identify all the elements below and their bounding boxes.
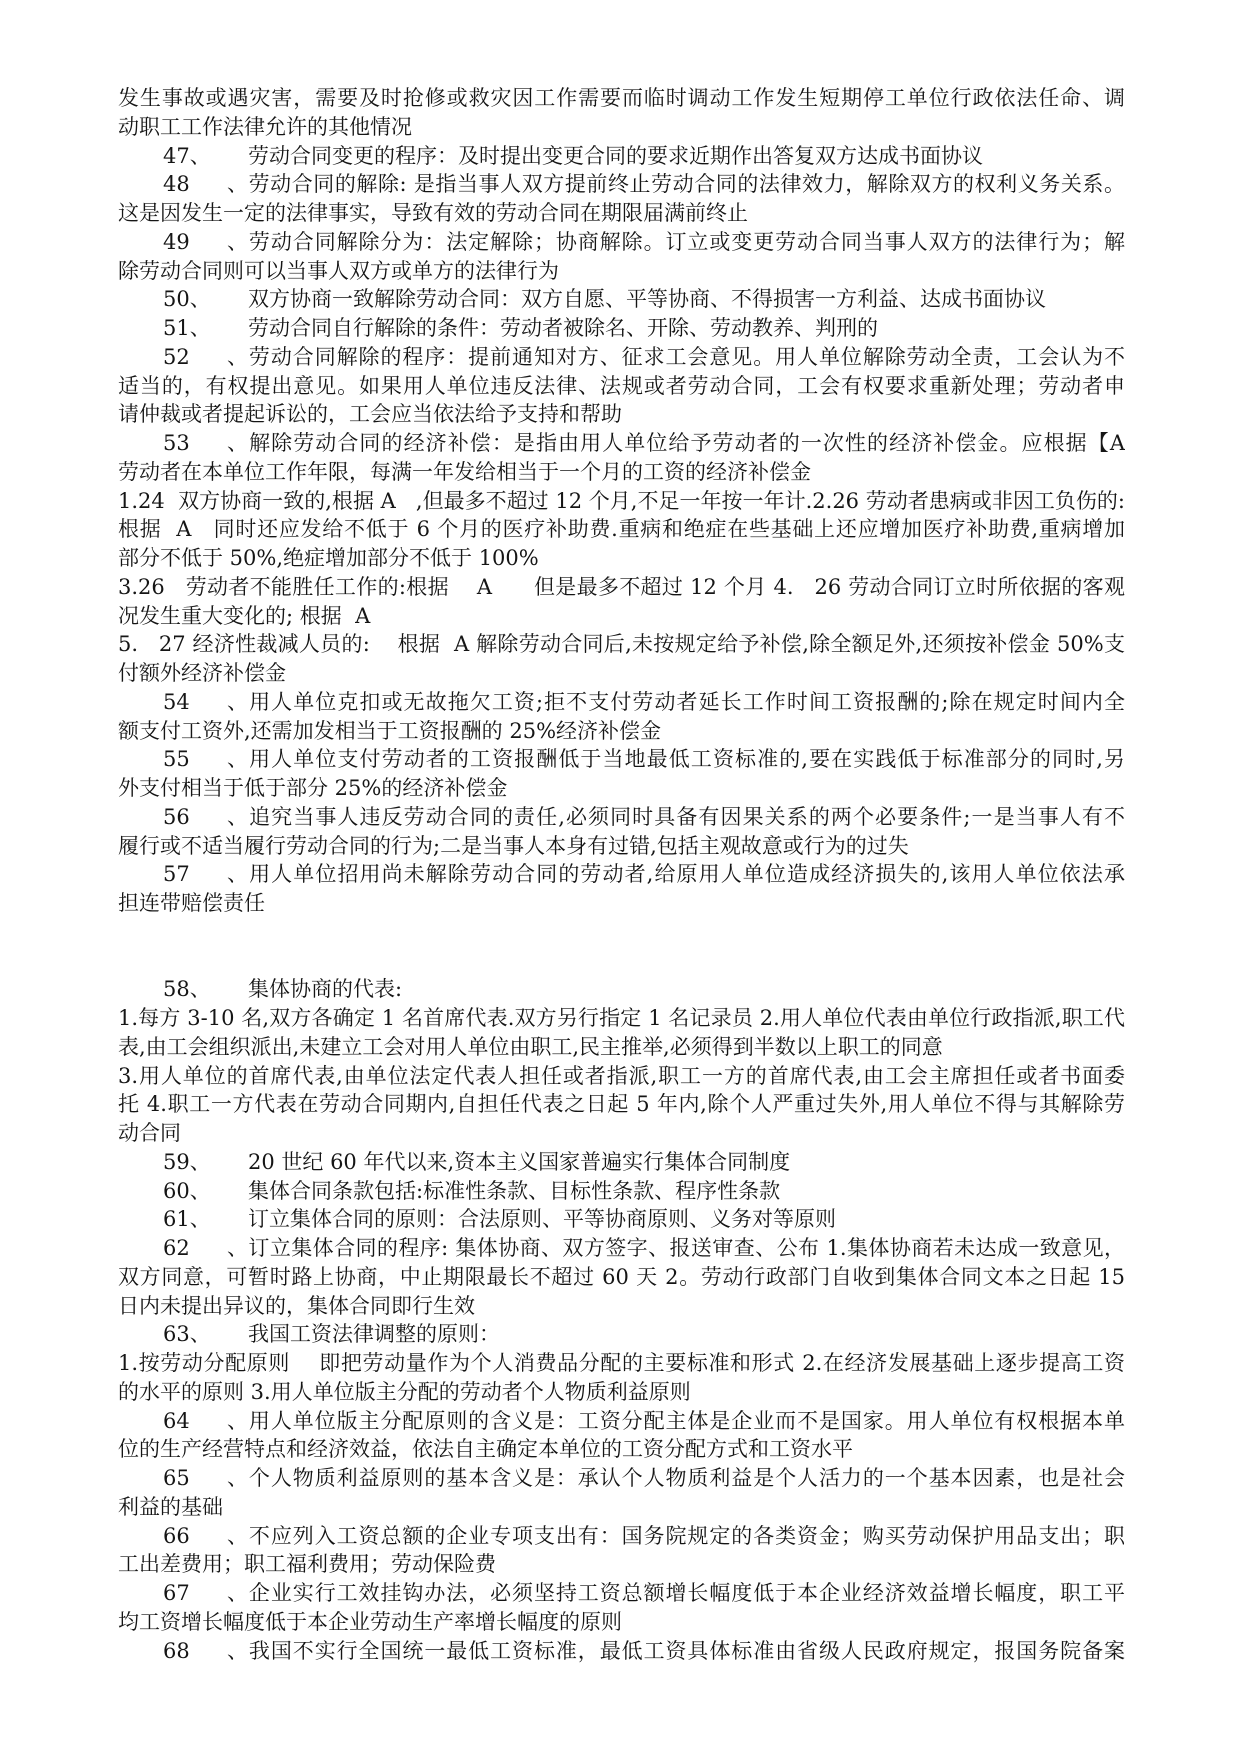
paragraph xyxy=(118,573,1125,631)
text-line xyxy=(118,1004,1125,1033)
text-line xyxy=(118,142,1125,171)
text-line xyxy=(118,889,1125,918)
item-number: 59、 xyxy=(163,1149,211,1174)
text-line xyxy=(118,1263,1125,1292)
line-text: 企业实行工效挂钩办法，必须坚持工资总额增长幅度低于本企业经济效益增长幅度，职工平 xyxy=(248,1581,1125,1605)
item-48 xyxy=(118,170,1125,228)
line-text: 追究当事人违反劳动合同的责任,必须同时具备有因果关系的两个必要条件;一是当事人有不 xyxy=(248,804,1125,829)
line-text: 3.26 劳动者不能胜任工作的:根据 A 但是最多不超过 12 个月 4. 26 劳动合同订立时所依据的客观 xyxy=(118,574,1125,599)
item-61 xyxy=(118,1205,1125,1234)
text-line xyxy=(118,314,1125,343)
text-line xyxy=(118,1033,1125,1062)
line-text: 我国不实行全国统一最低工资标准，最低工资具体标准由省级人民政府规定，报国务院备案 xyxy=(248,1638,1125,1663)
item-number: 56、 xyxy=(163,804,248,829)
line-text: 发生事故或遇灾害，需要及时抢修或救灾因工作需要而临时调动工作发生短期停工单位行政依法任命、调 xyxy=(118,86,1125,110)
item-56 xyxy=(118,803,1125,861)
text-line xyxy=(118,1148,1125,1177)
text-line xyxy=(118,487,1125,516)
text-line xyxy=(118,832,1125,861)
text-line xyxy=(118,688,1125,717)
text-line xyxy=(118,228,1125,257)
line-text: 额支付工资外,还需加发相当于工资报酬的 25%经济补偿金 xyxy=(118,718,662,743)
line-text: 根据 A 同时还应发给不低于 6 个月的医疗补助费.重病和绝症在些基础上还应增加医疗补助费,重病增加 xyxy=(118,517,1125,542)
text-line xyxy=(118,1205,1125,1234)
item-67 xyxy=(118,1579,1125,1637)
text-line xyxy=(118,257,1125,286)
text-line xyxy=(118,372,1125,401)
item-66 xyxy=(118,1522,1125,1580)
paragraph xyxy=(118,84,1125,142)
item-55 xyxy=(118,745,1125,803)
text-line xyxy=(118,84,1125,113)
line-text: 外支付相当于低于部分 25%的经济补偿金 xyxy=(118,776,508,800)
text-line xyxy=(118,1292,1125,1321)
line-text: 部分不低于 50%,绝症增加部分不低于 100% xyxy=(118,546,539,570)
line-text: 订立集体合同的程序: 集体协商、双方签字、报送审查、公布 1.集体协商若未达成一致意见， xyxy=(248,1236,1125,1260)
paragraph xyxy=(118,487,1125,573)
item-number: 67、 xyxy=(163,1581,248,1605)
line-text: 日内未提出异议的，集体合同即行生效 xyxy=(118,1293,475,1318)
text-line xyxy=(118,1493,1125,1522)
text-line xyxy=(118,1234,1125,1263)
paragraph xyxy=(118,630,1125,688)
line-text: 动合同 xyxy=(118,1121,181,1145)
item-number: 54、 xyxy=(163,689,248,714)
item-51 xyxy=(118,314,1125,343)
item-number: 52、 xyxy=(163,344,248,369)
text-line xyxy=(118,1119,1125,1148)
item-number: 57、 xyxy=(163,862,248,887)
text-line xyxy=(118,343,1125,372)
line-text: 用人单位版主分配原则的含义是：工资分配主体是企业而不是国家。用人单位有权根据本单 xyxy=(248,1408,1125,1433)
line-text: 均工资增长幅度低于本企业劳动生产率增长幅度的原则 xyxy=(118,1609,622,1634)
text-line xyxy=(118,113,1125,142)
paragraph xyxy=(118,1349,1125,1407)
line-text: 付额外经济补偿金 xyxy=(118,661,286,685)
text-line xyxy=(118,1090,1125,1119)
item-number: 62、 xyxy=(163,1236,248,1260)
text-line xyxy=(118,602,1125,631)
text-line xyxy=(118,1550,1125,1579)
text-line xyxy=(118,285,1125,314)
item-number: 64、 xyxy=(163,1408,248,1433)
text-line xyxy=(118,458,1125,487)
item-64 xyxy=(118,1407,1125,1465)
text-line xyxy=(118,1378,1125,1407)
item-54 xyxy=(118,688,1125,746)
text-line xyxy=(118,630,1125,659)
text-line xyxy=(118,1407,1125,1436)
text-line xyxy=(118,1608,1125,1637)
line-text: 适当的，有权提出意见。如果用人单位违反法律、法规或者劳动合同，工会有权要求重新处理；劳动者申 xyxy=(118,373,1125,398)
text-line xyxy=(118,170,1125,199)
item-number: 48、 xyxy=(163,172,248,197)
line-text: 况发生重大变化的; 根据 A xyxy=(118,603,371,628)
item-number: 65、 xyxy=(163,1466,248,1490)
text-line xyxy=(118,975,1125,1004)
text-line xyxy=(118,400,1125,429)
paragraph xyxy=(118,1062,1125,1148)
line-text: 利益的基础 xyxy=(118,1494,223,1519)
item-number: 55、 xyxy=(163,747,248,772)
line-text: 劳动合同自行解除的条件：劳动者被除名、开除、劳动教养、判刑的 xyxy=(248,316,878,340)
line-text: 用人单位支付劳动者的工资报酬低于当地最低工资标准的,要在实践低于标准部分的同时,另 xyxy=(248,747,1125,772)
paragraph xyxy=(118,1004,1125,1062)
line-text: 的水平的原则 3.用人单位版主分配的劳动者个人物质利益原则 xyxy=(118,1379,691,1404)
line-text: 用人单位招用尚未解除劳动合同的劳动者,给原用人单位造成经济损失的,该用人单位依法承 xyxy=(248,862,1125,887)
line-text: 双方同意，可暂时路上协商，中止期限最长不超过 60 天 2。劳动行政部门自收到集体合同文本之日起 15 xyxy=(118,1264,1125,1289)
item-59 xyxy=(118,1148,1125,1177)
item-number: 47、 xyxy=(163,143,211,168)
text-line xyxy=(118,745,1125,774)
item-number: 51、 xyxy=(163,316,211,340)
item-53 xyxy=(118,429,1125,487)
text-line xyxy=(118,1320,1125,1349)
line-text: 劳动者在本单位工作年限，每满一年发给相当于一个月的工资的经济补偿金 xyxy=(118,459,811,484)
line-text: 20 世纪 60 年代以来,资本主义国家普遍实行集体合同制度 xyxy=(248,1149,791,1174)
line-text: 不应列入工资总额的企业专项支出有：国务院规定的各类资金；购买劳动保护用品支出；职 xyxy=(248,1523,1125,1548)
line-text: 1.24 双方协商一致的,根据 A ,但最多不超过 12 个月,不足一年按一年计.2.26 劳动者患病或非因工负伤的: xyxy=(118,488,1125,513)
line-text: 1.每方 3-10 名,双方各确定 1 名首席代表.双方另行指定 1 名记录员 2.用人单位代表由单位行政指派,职工代 xyxy=(118,1006,1125,1030)
item-number: 60、 xyxy=(163,1178,211,1203)
item-63 xyxy=(118,1320,1125,1349)
line-text: 集体合同条款包括:标准性条款、目标性条款、程序性条款 xyxy=(248,1178,781,1203)
item-number: 61、 xyxy=(163,1207,211,1232)
text-line xyxy=(118,1177,1125,1206)
line-text: 1.按劳动分配原则 即把劳动量作为个人消费品分配的主要标准和形式 2.在经济发展基础上逐步提高工资 xyxy=(118,1351,1125,1375)
text-line xyxy=(118,515,1125,544)
line-text: 托 4.职工一方代表在劳动合同期内,自担任代表之日起 5 年内,除个人严重过失外,用人单位不得与其解除劳 xyxy=(118,1092,1125,1117)
line-text: 履行或不适当履行劳动合同的行为;二是当事人本身有过错,包括主观故意或行为的过失 xyxy=(118,833,909,858)
item-62 xyxy=(118,1234,1125,1320)
text-line xyxy=(118,1464,1125,1493)
document-body xyxy=(118,84,1125,1665)
line-text: 解除劳动合同的经济补偿：是指由用人单位给予劳动者的一次性的经济补偿金。应根据【A xyxy=(248,431,1125,455)
line-text: 动职工工作法律允许的其他情况 xyxy=(118,114,412,139)
item-50 xyxy=(118,285,1125,314)
line-text: 工出差费用；职工福利费用；劳动保险费 xyxy=(118,1552,496,1577)
item-number: 50、 xyxy=(163,287,211,312)
text-line xyxy=(118,573,1125,602)
text-line xyxy=(118,1062,1125,1091)
text-line xyxy=(118,544,1125,573)
line-text: 个人物质利益原则的基本含义是：承认个人物质利益是个人活力的一个基本因素，也是社会 xyxy=(248,1466,1125,1490)
item-47 xyxy=(118,142,1125,171)
item-58 xyxy=(118,975,1125,1004)
line-text: 表,由工会组织派出,未建立工会对用人单位由职工,民主推举,必须得到半数以上职工的同意 xyxy=(118,1034,943,1059)
line-text: 劳动合同解除分为：法定解除；协商解除。订立或变更劳动合同当事人双方的法律行为；解 xyxy=(248,229,1125,254)
text-line xyxy=(118,860,1125,889)
text-line xyxy=(118,774,1125,803)
line-text: 劳动合同的解除: 是指当事人双方提前终止劳动合同的法律效力，解除双方的权利义务关系。 xyxy=(248,172,1125,197)
item-number: 53、 xyxy=(163,431,248,455)
text-line xyxy=(118,717,1125,746)
text-line xyxy=(118,1349,1125,1378)
line-text: 位的生产经营特点和经济效益，依法自主确定本单位的工资分配方式和工资水平 xyxy=(118,1437,853,1462)
line-text: 劳动合同解除的程序：提前通知对方、征求工会意见。用人单位解除劳动全责，工会认为不 xyxy=(248,344,1125,369)
text-line xyxy=(118,659,1125,688)
line-text: 双方协商一致解除劳动合同：双方自愿、平等协商、不得损害一方利益、达成书面协议 xyxy=(248,287,1046,312)
item-number: 66、 xyxy=(163,1523,248,1548)
text-line xyxy=(118,199,1125,228)
text-line xyxy=(118,1637,1125,1666)
item-68 xyxy=(118,1637,1125,1666)
item-number: 58、 xyxy=(163,977,211,1002)
line-text: 劳动合同变更的程序：及时提出变更合同的要求近期作出答复双方达成书面协议 xyxy=(248,143,983,168)
item-57 xyxy=(118,860,1125,918)
line-text: 3.用人单位的首席代表,由单位法定代表人担任或者指派,职工一方的首席代表,由工会主席担任或者书面委 xyxy=(118,1063,1125,1088)
line-text: 订立集体合同的原则：合法原则、平等协商原则、义务对等原则 xyxy=(248,1207,836,1232)
line-text: 这是因发生一定的法律事实，导致有效的劳动合同在期限届满前终止 xyxy=(118,201,748,225)
item-number: 49、 xyxy=(163,229,248,254)
item-60 xyxy=(118,1177,1125,1206)
line-text: 用人单位克扣或无故拖欠工资;拒不支付劳动者延长工作时间工资报酬的;除在规定时间内全 xyxy=(248,689,1125,714)
line-text: 担连带赔偿责任 xyxy=(118,891,265,915)
item-49 xyxy=(118,228,1125,286)
text-line xyxy=(118,1522,1125,1551)
item-65 xyxy=(118,1464,1125,1522)
line-text: 集体协商的代表: xyxy=(248,977,403,1002)
text-line xyxy=(118,429,1125,458)
item-number: 63、 xyxy=(163,1322,211,1347)
item-52 xyxy=(118,343,1125,429)
text-line xyxy=(118,1579,1125,1608)
line-text: 我国工资法律调整的原则： xyxy=(248,1322,500,1347)
item-number: 68、 xyxy=(163,1638,248,1663)
line-text: 请仲裁或者提起诉讼的，工会应当依法给予支持和帮助 xyxy=(118,402,622,427)
text-line xyxy=(118,803,1125,832)
text-line xyxy=(118,1435,1125,1464)
line-text: 除劳动合同则可以当事人双方或单方的法律行为 xyxy=(118,258,559,283)
line-text: 5. 27 经济性裁减人员的: 根据 A 解除劳动合同后,未按规定给予补偿,除全额足外,还须按补偿金 50%支 xyxy=(118,632,1125,657)
